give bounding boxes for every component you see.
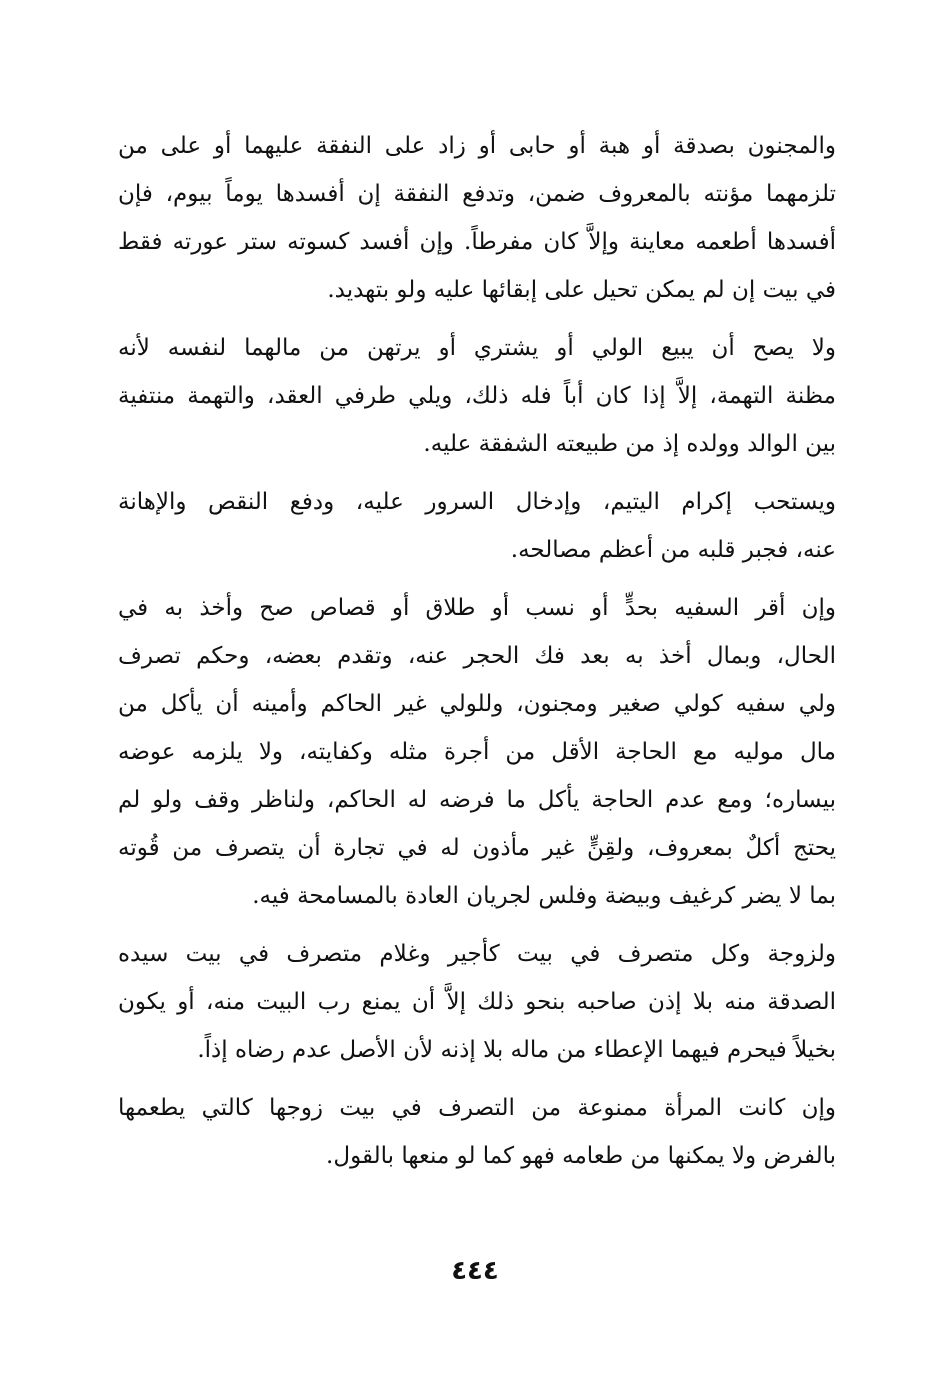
paragraph-3 [118, 478, 836, 574]
text-line: الصدقة منه بلا إذن صاحبه بنحو ذلك إلاَّ أن يمنع رب البيت منه، أو يكون [118, 989, 836, 1015]
text-line: أفسدها أطعمه معاينة وإلاَّ كان مفرطاً. وإن أفسد كسوته ستر عورته فقط [118, 229, 836, 255]
text-line: وإن كانت المرأة ممنوعة من التصرف في بيت زوجها كالتي يطعمها [118, 1095, 836, 1121]
paragraph-5 [118, 930, 836, 1074]
paragraph-2 [118, 324, 836, 468]
text-line: مال موليه مع الحاجة الأقل من أجرة مثله وكفايته، ولا يلزمه عوضه [118, 739, 836, 765]
text-line: والمجنون بصدقة أو هبة أو حابى أو زاد على النفقة عليهما أو على من [118, 133, 836, 159]
page-number: ٤٤٤ [451, 1256, 499, 1286]
text-line: بما لا يضر كرغيف وبيضة وفلس لجريان العادة بالمسامحة فيه. [252, 883, 836, 909]
text-line: الحال، وبمال أخذ به بعد فك الحجر عنه، وتقدم بعضه، وحكم تصرف [118, 643, 836, 669]
text-line: مظنة التهمة، إلاَّ إذا كان أباً فله ذلك، ويلي طرفي العقد، والتهمة منتفية [118, 383, 836, 409]
text-line: ولي سفيه كولي صغير ومجنون، وللولي غير الحاكم وأمينه أن يأكل من [118, 691, 836, 717]
text-line: في بيت إن لم يمكن تحيل على إبقائها عليه ولو بتهديد. [327, 277, 836, 303]
text-line: ولزوجة وكل متصرف في بيت كأجير وغلام متصرف في بيت سيده [118, 941, 836, 967]
text-line: بالفرض ولا يمكنها من طعامه فهو كما لو منعها بالقول. [326, 1143, 836, 1169]
text-line: عنه، فجبر قلبه من أعظم مصالحه. [510, 537, 836, 563]
paragraph-6 [118, 1084, 836, 1180]
text-line: ولا يصح أن يبيع الولي أو يشتري أو يرتهن من مالهما لنفسه لأنه [118, 335, 836, 361]
page-body [118, 122, 836, 1190]
paragraph-1 [118, 122, 836, 314]
text-line: تلزمهما مؤنته بالمعروف ضمن، وتدفع النفقة إن أفسدها يوماً بيوم، فإن [118, 181, 836, 207]
text-line: بيساره؛ ومع عدم الحاجة يأكل ما فرضه له الحاكم، ولناظر وقف ولو لم [118, 787, 836, 813]
text-line: بخيلاً فيحرم فيهما الإعطاء من ماله بلا إذنه لأن الأصل عدم رضاه إذاً. [197, 1037, 836, 1063]
text-line: وإن أقر السفيه بحدٍّ أو نسب أو طلاق أو قصاص صح وأخذ به في [118, 595, 836, 621]
text-line: بين الوالد وولده إذ من طبيعته الشفقة عليه. [423, 431, 836, 457]
paragraph-4 [118, 584, 836, 920]
text-line: ويستحب إكرام اليتيم، وإدخال السرور عليه، ودفع النقص والإهانة [118, 489, 836, 515]
text-line: يحتج أكلٌ بمعروف، ولقِنٍّ غير مأذون له في تجارة أن يتصرف من قُوته [118, 835, 836, 861]
